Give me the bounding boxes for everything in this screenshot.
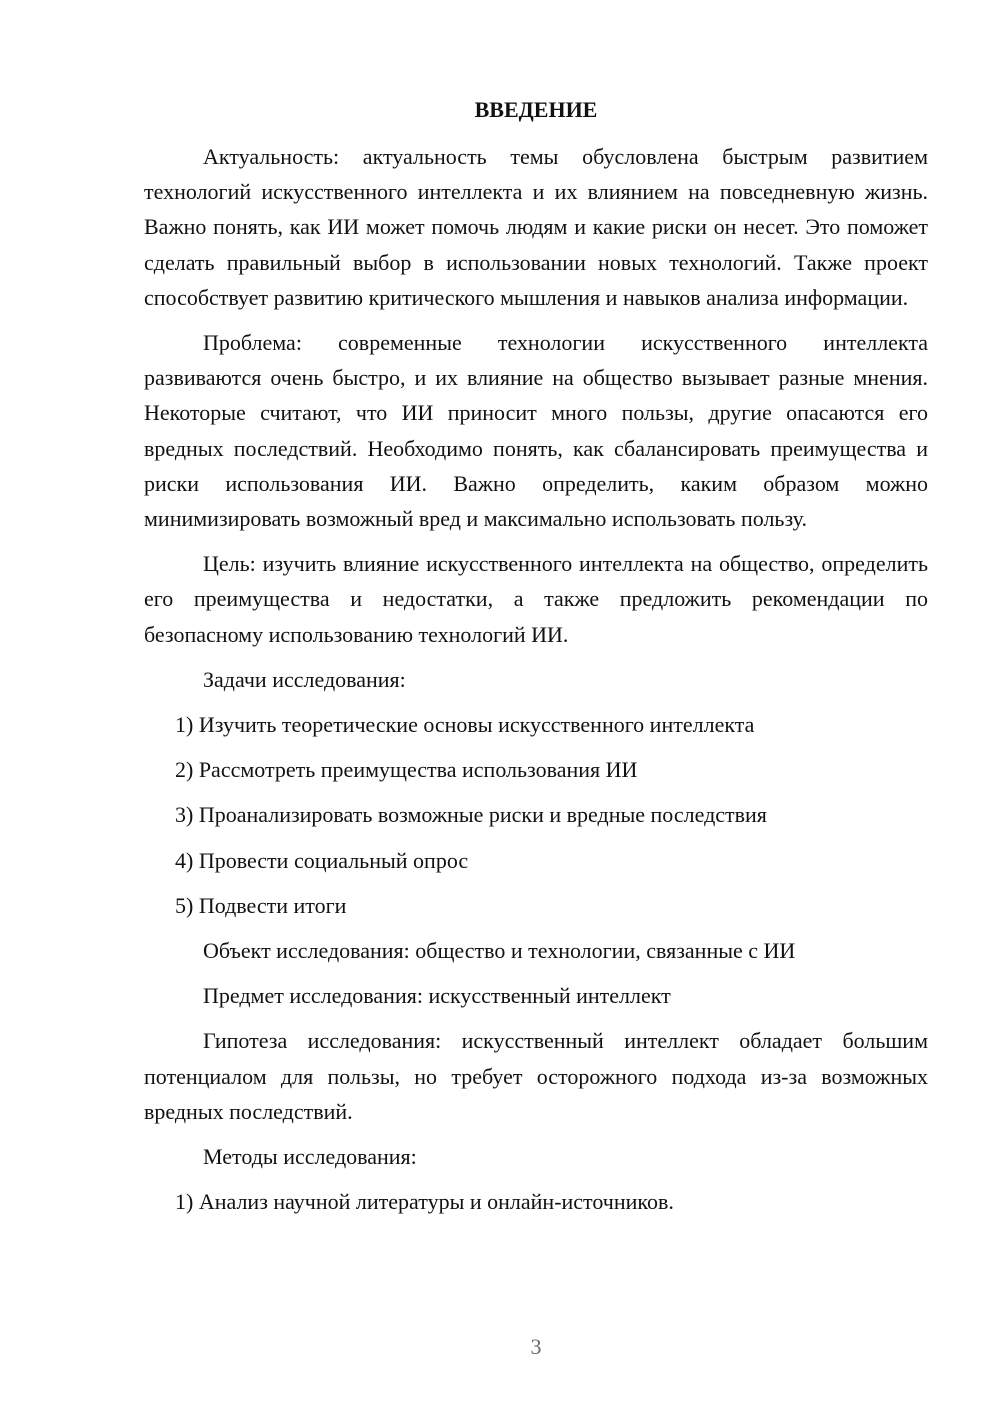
page-content	[144, 92, 928, 1229]
task-item: 5) Подвести итоги	[175, 892, 347, 918]
task-item: 4) Провести социальный опрос	[175, 847, 469, 873]
method-item: 1) Анализ научной литературы и онлайн-источников.	[175, 1189, 674, 1215]
page-number: 3	[530, 1334, 542, 1359]
research-object: Объект исследования: общество и технологии, связанные с ИИ	[203, 938, 796, 964]
research-subject: Предмет исследования: искусственный интеллект	[203, 983, 671, 1009]
goal-paragraph: Цель: изучить влияние искусственного интеллекта на общество, определить его преимущества и недостатки, а также предложить рекомендации по безопасному использованию технологий ИИ.	[144, 551, 928, 647]
task-item: 2) Рассмотреть преимущества использования ИИ	[175, 757, 638, 783]
methods-heading: Методы исследования:	[203, 1144, 417, 1170]
task-item: 1) Изучить теоретические основы искусственного интеллекта	[175, 712, 755, 738]
research-hypothesis: Гипотеза исследования: искусственный интеллект обладает большим потенциалом для пользы, но требует осторожного подхода из-за возможных вредных последствий.	[144, 1028, 928, 1124]
page-title: ВВЕДЕНИЕ	[474, 97, 598, 122]
task-item: 3) Проанализировать возможные риски и вредные последствия	[175, 802, 767, 828]
relevance-paragraph: Актуальность: актуальность темы обусловлена быстрым развитием технологий искусственного интеллекта и их влиянием на повседневную жизнь. Важно понять, как ИИ может помочь людям и какие риски он несет. Это поможет сделать правильный выбор в использовании новых технологий. Также проект способствует развитию критического мышления и навыков анализа информации.	[144, 144, 928, 310]
tasks-heading: Задачи исследования:	[203, 666, 406, 692]
problem-paragraph: Проблема: современные технологии искусственного интеллекта развиваются очень быстро, и их влияние на общество вызывает разные мнения. Некоторые считают, что ИИ приносит много пользы, другие опасаются его вредных последствий. Необходимо понять, как сбалансировать преимущества и риски использования ИИ. Важно определить, каким образом можно минимизировать возможный вред и максимально использовать пользу.	[144, 330, 928, 532]
